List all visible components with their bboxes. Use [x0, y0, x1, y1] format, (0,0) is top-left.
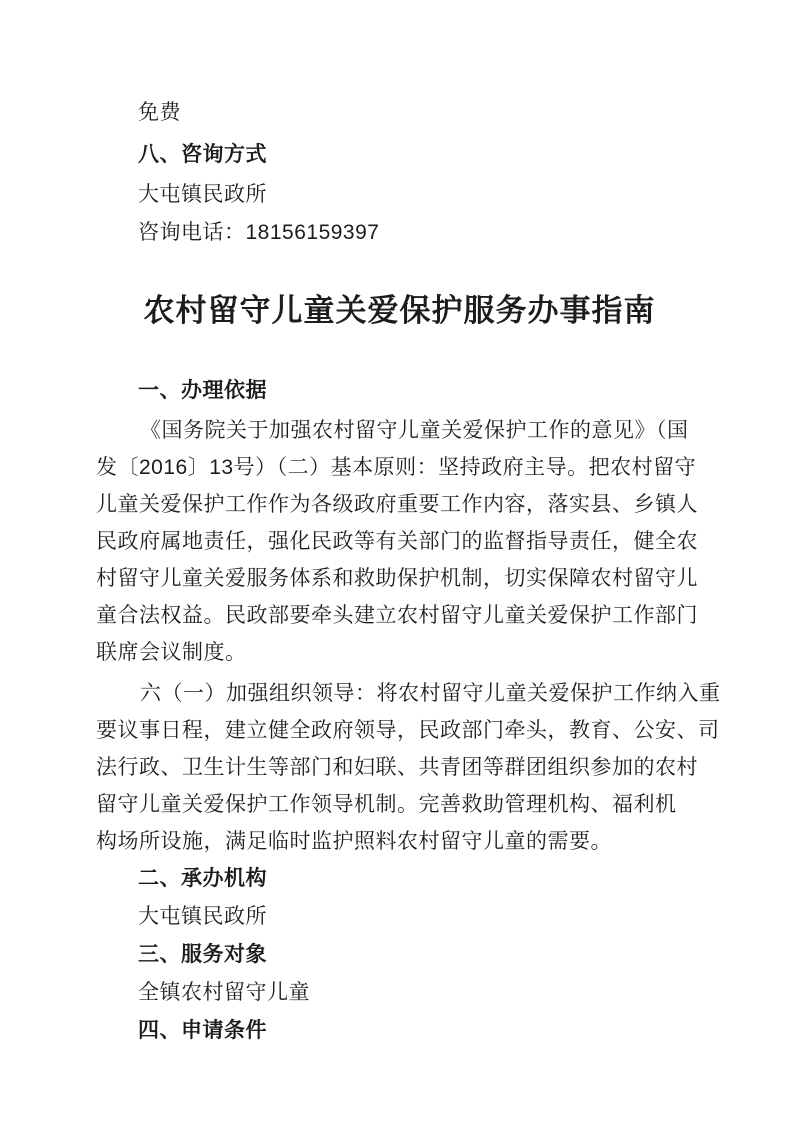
consult-heading: 八、咨询方式 [138, 143, 267, 166]
document-title: 农村留守儿童关爱保护服务办事指南 [143, 293, 656, 328]
paragraph-line: 法行政、卫生计生等部门和妇联、共青团等群团组织参加的农村 [96, 756, 698, 779]
paragraph-line: 童合法权益。民政部要牵头建立农村留守儿童关爱保护工作部门 [96, 604, 698, 627]
paragraph-line: 发〔2016〕13号）（二）基本原则：坚持政府主导。把农村留守 [96, 456, 697, 479]
basis-heading: 一、办理依据 [138, 379, 267, 402]
agency-value: 大屯镇民政所 [138, 905, 267, 928]
paragraph-line: 民政府属地责任，强化民政等有关部门的监督指导责任，健全农 [96, 530, 698, 553]
condition-heading: 四、申请条件 [138, 1019, 267, 1042]
target-heading: 三、服务对象 [138, 943, 267, 966]
consult-phone-line [96, 214, 703, 252]
paragraph-line: 村留守儿童关爱服务体系和救助保护机制，切实保障农村留守儿 [96, 567, 698, 590]
consult-phone-number: 18156159397 [245, 221, 380, 244]
paragraph-line: 留守儿童关爱保护工作领导机制。完善救助管理机构、福利机 [96, 793, 677, 816]
paragraph-line: 构场所设施，满足临时监护照料农村留守儿童的需要。 [96, 830, 612, 853]
basis-paragraph-2 [96, 675, 721, 860]
consult-phone-label: 咨询电话： [138, 221, 246, 244]
agency-heading: 二、承办机构 [138, 867, 267, 890]
paragraph-line: 六（一）加强组织领导：将农村留守儿童关爱保护工作纳入重 [140, 682, 721, 705]
basis-paragraph-1 [96, 412, 703, 671]
consult-org: 大屯镇民政所 [138, 183, 267, 206]
paragraph-line: 儿童关爱保护工作作为各级政府重要工作内容，落实县、乡镇人 [96, 493, 698, 516]
fee-value: 免费 [138, 101, 181, 124]
paragraph-line: 《国务院关于加强农村留守儿童关爱保护工作的意见》（国 [140, 419, 689, 442]
paragraph-line: 联席会议制度。 [96, 641, 247, 664]
paragraph-line: 要议事日程，建立健全政府领导，民政部门牵头，教育、公安、司 [96, 719, 720, 742]
target-value: 全镇农村留守儿童 [138, 981, 310, 1004]
